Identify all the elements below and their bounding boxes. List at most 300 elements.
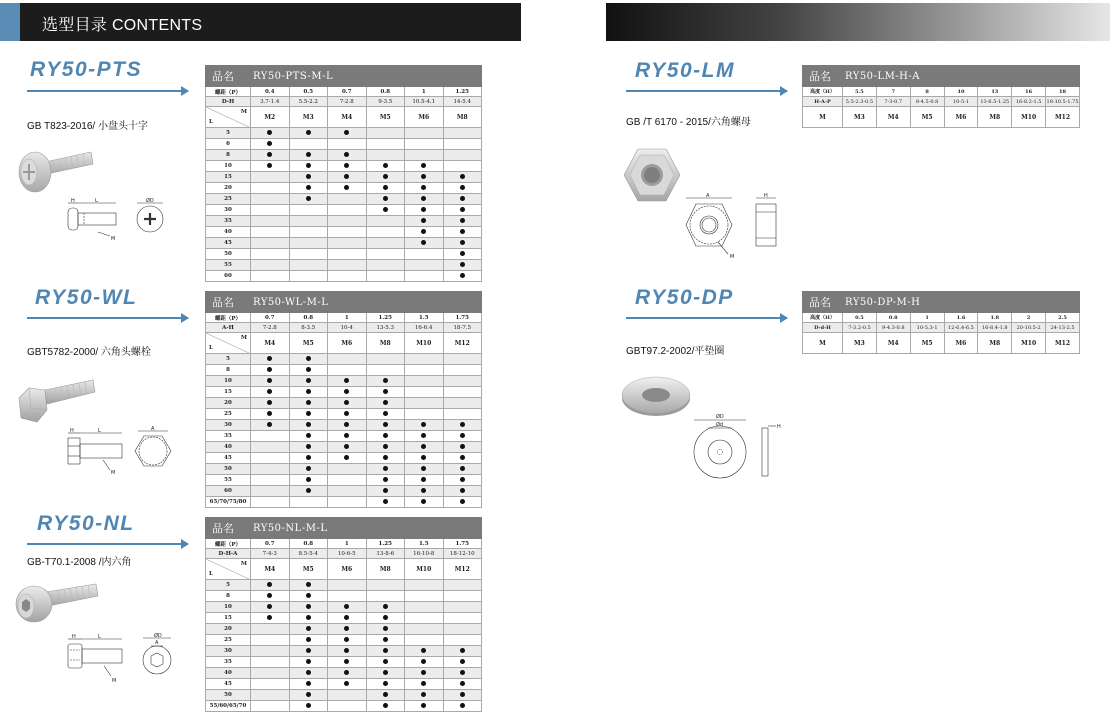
dims-value: 7-3.2-0.5 [843,323,877,333]
available-dot [306,659,311,664]
arrow-pts [27,90,188,92]
table-row-pitch [206,87,482,97]
availability-cell [366,602,405,613]
availability-cell [251,464,290,475]
height-value: 16 [1012,87,1046,97]
availability-cell [366,613,405,624]
availability-cell [443,271,482,282]
label-h: H [764,193,768,199]
height-value: 1.8 [978,313,1012,323]
length-value: 65/70/75/80 [206,497,251,508]
availability-cell [289,150,328,161]
length-value: 45 [206,453,251,464]
available-dot [460,488,465,493]
availability-cell [405,475,444,486]
dims-value: 10-5-1 [944,97,978,107]
availability-cell [405,227,444,238]
length-value: 55 [206,475,251,486]
availability-cell [289,387,328,398]
dims-value: 16-10-8 [405,549,444,559]
availability-cell [328,183,367,194]
availability-cell [443,690,482,701]
availability-cell [251,194,290,205]
availability-cell [443,260,482,271]
available-dot [460,648,465,653]
available-dot [267,130,272,135]
table-row-dims [803,97,1080,107]
availability-cell [405,216,444,227]
available-dot [383,681,388,686]
availability-cell [405,624,444,635]
table-row [206,679,482,690]
available-dot [306,152,311,157]
available-dot [421,240,426,245]
available-dot [344,389,349,394]
table-row [206,249,482,260]
availability-cell [328,453,367,464]
availability-cell [289,497,328,508]
available-dot [383,703,388,708]
availability-cell [405,679,444,690]
thread-size: M8 [978,107,1012,128]
availability-cell [328,580,367,591]
height-value: 2 [1012,313,1046,323]
arrow-dp [626,317,787,319]
size-header: M8 [366,333,405,354]
table-model: RY50-DP-M-H [843,292,1080,313]
socket-head-screw-image [12,578,100,630]
table-row [206,216,482,227]
availability-cell [366,249,405,260]
available-dot [306,604,311,609]
size-header: M3 [289,107,328,128]
available-dot [421,229,426,234]
dims-value: 3.7-1.4 [251,97,290,107]
table-row [206,497,482,508]
available-dot [460,659,465,664]
table-row [206,580,482,591]
label-h: H [71,198,75,204]
height-value: 0.5 [843,313,877,323]
available-dot [460,262,465,267]
availability-cell [251,409,290,420]
table-header [803,66,1080,87]
pitch-value: 1.25 [366,313,405,323]
availability-cell [328,387,367,398]
hex-nut-drawing [680,190,786,262]
size-header: M10 [405,559,444,580]
available-dot [344,615,349,620]
size-header: M5 [289,333,328,354]
availability-cell [251,139,290,150]
availability-cell [289,398,328,409]
available-dot [383,626,388,631]
availability-cell [289,172,328,183]
availability-cell [405,602,444,613]
available-dot [306,389,311,394]
availability-cell [443,172,482,183]
availability-cell [328,216,367,227]
m-axis-label: M [240,561,247,567]
availability-cell [443,679,482,690]
available-dot [344,637,349,642]
availability-cell [405,580,444,591]
availability-cell [289,128,328,139]
availability-cell [405,172,444,183]
height-value: 5.5 [843,87,877,97]
available-dot [421,488,426,493]
height-value: 8 [910,87,944,97]
availability-cell [328,376,367,387]
arrow-wl [27,317,188,319]
available-dot [344,174,349,179]
availability-cell [289,409,328,420]
length-value: 5 [206,128,251,139]
availability-cell [251,227,290,238]
table-header [206,292,482,313]
length-value: 35 [206,657,251,668]
availability-cell [366,624,405,635]
available-dot [344,152,349,157]
availability-cell [251,150,290,161]
spec-table-wl [205,291,482,508]
dims-value: 13-5.3 [366,323,405,333]
availability-cell [443,161,482,172]
length-value: 50 [206,249,251,260]
table-row-sizes [206,559,482,580]
availability-cell [251,161,290,172]
available-dot [267,356,272,361]
table-model: RY50-NL-M-L [251,518,482,539]
available-dot [383,692,388,697]
length-value: 8 [206,591,251,602]
availability-cell [366,580,405,591]
dims-value: 10-5.3-1 [910,323,944,333]
length-value: 10 [206,602,251,613]
availability-cell [405,646,444,657]
availability-cell [366,376,405,387]
availability-cell [251,128,290,139]
availability-cell [328,602,367,613]
available-dot [421,648,426,653]
section-title-wl: RY50-WL [35,286,138,309]
pitch-value: 0.7 [328,87,367,97]
available-dot [267,400,272,405]
size-header: M8 [366,559,405,580]
availability-cell [366,172,405,183]
availability-cell [366,431,405,442]
available-dot [421,692,426,697]
availability-cell [443,486,482,497]
label-l: L [98,428,101,434]
length-value: 40 [206,668,251,679]
dims-value: 9-3.5 [366,97,405,107]
availability-cell [328,205,367,216]
available-dot [460,240,465,245]
availability-cell [366,475,405,486]
availability-cell [405,365,444,376]
available-dot [421,477,426,482]
availability-cell [251,172,290,183]
availability-cell [251,580,290,591]
availability-cell [366,701,405,712]
availability-cell [366,271,405,282]
availability-cell [289,227,328,238]
availability-cell [443,128,482,139]
availability-cell [443,453,482,464]
availability-cell [289,475,328,486]
available-dot [460,196,465,201]
row-label: M [803,107,843,128]
table-model: RY50-WL-M-L [251,292,482,313]
size-header: M12 [443,333,482,354]
thread-size: M4 [876,333,910,354]
m-axis-label: M [240,109,247,115]
availability-cell [328,679,367,690]
availability-cell [289,486,328,497]
table-row [206,486,482,497]
available-dot [460,466,465,471]
available-dot [383,400,388,405]
available-dot [306,433,311,438]
table-row-dims [206,549,482,559]
length-value: 15 [206,387,251,398]
row-label: A-H [206,323,251,333]
table-row-height [803,87,1080,97]
label-d: ØD [154,633,162,639]
table-row [206,420,482,431]
available-dot [460,422,465,427]
dims-value: 5.5-2.3-0.5 [843,97,877,107]
available-dot [421,499,426,504]
availability-cell [251,668,290,679]
available-dot [306,670,311,675]
availability-cell [328,227,367,238]
available-dot [267,367,272,372]
table-row-thread [803,333,1080,354]
availability-cell [405,139,444,150]
available-dot [306,626,311,631]
available-dot [344,400,349,405]
available-dot [267,604,272,609]
table-row [206,453,482,464]
available-dot [344,378,349,383]
availability-cell [405,150,444,161]
pitch-value: 0.4 [251,87,290,97]
availability-cell [328,668,367,679]
available-dot [383,499,388,504]
table-label-cn: 品名 [206,66,251,87]
availability-cell [366,591,405,602]
available-dot [344,444,349,449]
available-dot [383,670,388,675]
availability-cell [289,139,328,150]
availability-cell [251,657,290,668]
availability-cell [405,453,444,464]
available-dot [421,681,426,686]
pitch-value: 1.75 [443,539,482,549]
available-dot [383,444,388,449]
availability-cell [251,271,290,282]
availability-cell [443,442,482,453]
availability-cell [289,591,328,602]
availability-cell [405,690,444,701]
available-dot [383,378,388,383]
available-dot [460,499,465,504]
table-row-dims [206,323,482,333]
availability-cell [251,602,290,613]
label-l: L [98,634,101,640]
available-dot [267,141,272,146]
size-header: M6 [328,333,367,354]
availability-cell [405,128,444,139]
availability-cell [405,205,444,216]
table-row [206,161,482,172]
availability-cell [366,635,405,646]
available-dot [383,615,388,620]
availability-cell [328,150,367,161]
l-axis-label: L [209,345,213,351]
availability-cell [443,365,482,376]
section-title-dp: RY50-DP [635,286,734,309]
availability-cell [366,453,405,464]
available-dot [460,670,465,675]
table-row [206,260,482,271]
available-dot [460,477,465,482]
available-dot [460,251,465,256]
available-dot [421,163,426,168]
table-model: RY50-PTS-M-L [251,66,482,87]
available-dot [344,455,349,460]
available-dot [421,466,426,471]
length-value: 30 [206,646,251,657]
availability-cell [366,216,405,227]
available-dot [267,378,272,383]
availability-cell [251,398,290,409]
table-row [206,128,482,139]
availability-cell [405,701,444,712]
available-dot [306,582,311,587]
available-dot [306,681,311,686]
height-value: 13 [978,87,1012,97]
available-dot [460,174,465,179]
available-dot [306,648,311,653]
availability-cell [443,238,482,249]
row-label: 螺距（P） [206,313,251,323]
socket-head-screw-drawing [58,630,188,686]
spec-table-nl [205,517,482,712]
m-l-corner-cell [206,107,251,128]
table-row [206,690,482,701]
hex-nut-image [620,145,684,209]
availability-cell [289,668,328,679]
pitch-value: 1.25 [366,539,405,549]
length-value: 45 [206,679,251,690]
table-label-cn: 品名 [206,292,251,313]
availability-cell [443,613,482,624]
availability-cell [405,260,444,271]
dims-value: 16-6.4 [405,323,444,333]
length-value: 55 [206,260,251,271]
thread-size: M12 [1046,333,1080,354]
availability-cell [405,591,444,602]
availability-cell [405,161,444,172]
availability-cell [328,442,367,453]
flat-washer-drawing [684,408,784,480]
availability-cell [366,679,405,690]
standard-nl: GB-T70.1-2008 /内六角 [27,557,132,568]
availability-cell [443,420,482,431]
available-dot [421,207,426,212]
available-dot [383,648,388,653]
section-title-pts: RY50-PTS [30,58,142,81]
availability-cell [366,238,405,249]
table-row [206,271,482,282]
availability-cell [251,497,290,508]
available-dot [421,218,426,223]
available-dot [421,444,426,449]
height-value: 18 [1046,87,1080,97]
spec-table-lm [802,65,1080,128]
row-label: 高度（H） [803,313,843,323]
available-dot [460,692,465,697]
availability-cell [328,249,367,260]
dims-value: 5.5-2.2 [289,97,328,107]
label-a: A [706,193,710,199]
length-value: 45 [206,238,251,249]
header-bar-right [606,3,1110,41]
availability-cell [251,475,290,486]
availability-cell [443,464,482,475]
size-header: M4 [328,107,367,128]
availability-cell [405,398,444,409]
available-dot [460,433,465,438]
availability-cell [366,690,405,701]
availability-cell [251,183,290,194]
size-header: M6 [405,107,444,128]
dims-value: 16-8.2-1.5 [1012,97,1046,107]
pitch-value: 1 [328,313,367,323]
availability-cell [251,646,290,657]
availability-cell [328,646,367,657]
available-dot [306,593,311,598]
availability-cell [289,431,328,442]
row-label: D-d-H [803,323,843,333]
availability-cell [443,497,482,508]
availability-cell [289,183,328,194]
availability-cell [289,657,328,668]
thread-size: M12 [1046,107,1080,128]
length-value: 20 [206,398,251,409]
available-dot [306,703,311,708]
length-value: 5 [206,580,251,591]
availability-cell [251,420,290,431]
availability-cell [289,624,328,635]
length-value: 25 [206,409,251,420]
availability-cell [405,249,444,260]
availability-cell [405,464,444,475]
table-row-dims [206,97,482,107]
availability-cell [289,260,328,271]
dims-value: 20-10.5-2 [1012,323,1046,333]
available-dot [460,681,465,686]
length-value: 30 [206,205,251,216]
availability-cell [405,613,444,624]
available-dot [306,367,311,372]
availability-cell [251,690,290,701]
section-title-nl: RY50-NL [37,512,135,535]
available-dot [344,659,349,664]
